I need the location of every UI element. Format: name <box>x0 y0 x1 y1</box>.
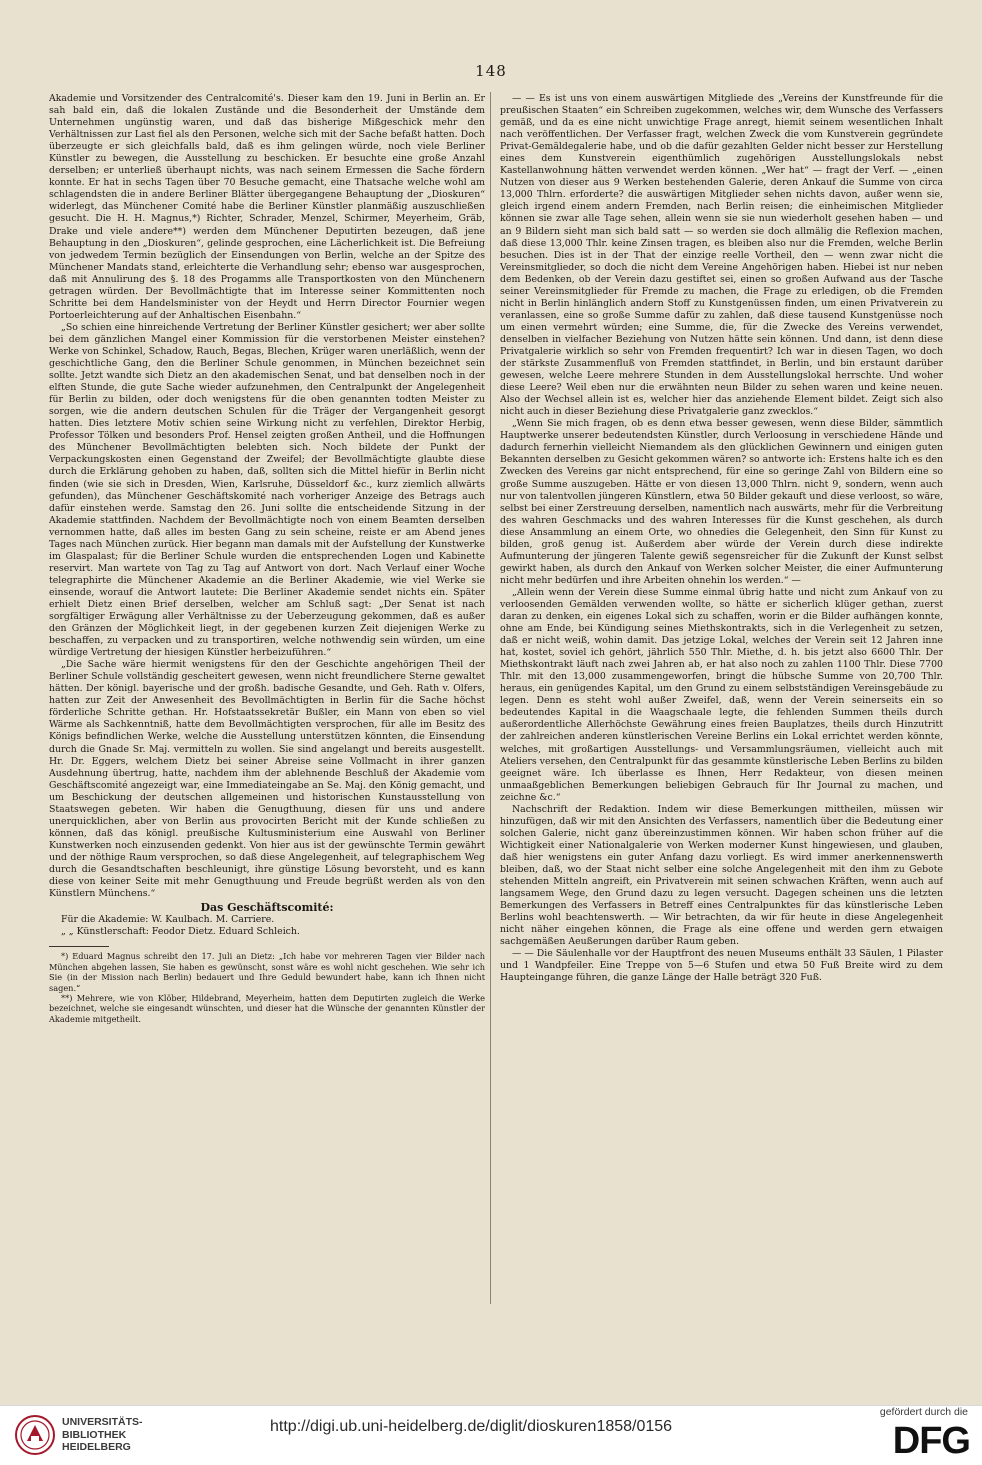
page-number: 148 <box>475 62 507 80</box>
paragraph: „So schien eine hinreichende Vertretung der Berliner Künstler gesichert; wer aber sollte bei dem gänzlichen Mangel einer Kommission für die verstorbenen Meister einstehen? Werke von Schinkel, Schadow, Rauch, Begas, Blechen, Krüger waren unerläßlich, wenn der geschichtliche Gang, den die Berliner Schule genommen, in München bezeichnet sein sollte. Jetzt wandte sich Dietz an den akademischen Senat, und bat denselben noch in der elften Stunde, die gute Sache wieder aufzunehmen, den Centralpunkt der Angelegenheit für Berlin zu bilden, oder doch wenigstens für die oben genannten todten Meister zu sorgen, wie die andern deutschen Schulen für die Träger der Vergangenheit gesorgt hatten. Dies letztere Motiv schien seine Wirkung nicht zu verfehlen, Direktor Herbig, Professor Tölken und besonders Prof. Hensel zeigten großen Antheil, und die Hoffnungen des Münchener Bevollmächtigten belebten sich. Noch bildete der Punkt der Verpackungskosten einen Gegenstand der Zweifel; der Bevollmächtigte glaubte diese durch die Erklärung gehoben zu haben, daß, sollten sich die Mittel hiefür in Berlin nicht finden (wie sie sich in Dresden, Wien, Karlsruhe, Düsseldorf &c., kurz ziemlich allwärts gefunden), das Münchener Geschäftskomité nach vorheriger Anzeige des Betrags auch dafür einstehen werde. Samstag den 26. Juni sollte die entscheidende Sitzung in der Akademie stattfinden. Nachdem der Bevollmächtigte noch von einem Beamten derselben vernommen hatte, daß alles im besten Gang zu sein scheine, reiste er am Abend jenes Tages nach München zurück. Hier begann man damals mit der Aufstellung der Kunstwerke im Glaspalast; für die Berliner Schule wurden die entsprechenden Logen und Kabinette reservirt. Man wartete von Tag zu Tag auf Antwort von dort. Nach Verlauf einer Woche telegraphirte die Münchener Akademie an die Berliner Akademie, wie viel Werke sie einsende, worauf die Antwort lautete: Die Berliner Akademie sendet nichts ein. Später erhielt Dietz einen Brief derselben, welcher am Schluß sagt: „Der Senat ist nach sorgfältiger Erwägung aller Verhältnisse zu der Ueberzeugung gekommen, daß es außer den Gränzen der Möglichkeit liegt, in der gegebenen kurzen Zeit diejenigen Werke zu beschaffen, zu verpacken und zu transportiren, welche nothwendig sein würden, um eine würdige Vertretung der hiesigen Künstler herbeizuführen.“ <box>49 321 485 659</box>
column-divider <box>490 92 491 1304</box>
footnote-rule <box>49 946 109 947</box>
signature-line: Für die Akademie: W. Kaulbach. M. Carriere. <box>61 914 275 926</box>
paragraph: — — Die Säulenhalle vor der Hauptfront des neuen Museums enthält 33 Säulen, 1 Pilaster und 1 Wandpfeiler. Eine Treppe von 5—6 Stufen und etwa 50 Fuß Breite wird zu dem Haupteingange führen, die ganze Länge der Halle beträgt 320 Fuß. <box>500 948 943 984</box>
university-seal-icon <box>14 1414 56 1456</box>
institution-name <box>62 1416 143 1454</box>
permalink-url[interactable]: http://digi.ub.uni-heidelberg.de/diglit/dioskuren1858/0156 <box>270 1418 673 1435</box>
footnote: **) Mehrere, wie von Klöber, Hildebrand, Meyerheim, hatten dem Deputirten zugleich die Werke bezeichnet, welche sie eingesandt wünschten, und dieser hat die Wünsche der genannten Künstler der Akademie mitgetheilt. <box>49 992 485 1024</box>
funded-by-label: gefördert durch die <box>879 1406 968 1418</box>
signature-title: Das Geschäftscomité: <box>200 901 334 915</box>
institution-line: BIBLIOTHEK <box>62 1428 127 1441</box>
paragraph: Akademie und Vorsitzender des Centralcomité's. Dieser kam den 19. Juni in Berlin an. Er sah bald ein, daß die lokalen Zustände und die Besonderheit der Umstände dem Unternehmen ungünstig waren, und daß das bisherige Mißgeschick mehr den Verhältnissen zur Last fiel als den Personen, welche sich mit der Sache befaßt hatten. Doch überzeugte er sich gleichfalls bald, daß es ihm gelingen würde, noch viele Berliner Künstler zu bewegen, die Ausstellung zu beschicken. Er besuchte eine große Anzahl derselben; er unterließ überhaupt nichts, was nach seinem Ermessen die Sache fördern konnte. Er hat in sechs Tagen über 70 Besuche gemacht, eine Thatsache welche wohl am schlagendsten die in andere Berliner Blätter übergegangene Behauptung der „Dioskuren“ widerlegt, das Münchener Comité habe die Berliner Künstler planmäßig auszuschließen gesucht. Die H. H. Magnus,*) Richter, Schrader, Menzel, Schirmer, Meyerheim, Gräb, Drake und viele andere**) werden dem Münchener Deputirten bezeugen, daß jene Behauptung in den „Dioskuren“, gelinde gesprochen, eine Lächerlichkeit ist. Die Befreiung von jedwedem Termin bezüglich der Einsendungen von Berlin, welche an der Spitze des Münchener Mandats stand, erleichterte die Verhandlung sehr; ebenso war ausgesprochen, daß mit Annulirung des §. 18 des Progamms alle Transportkosten von den Münchenern getragen würden. Der Bevollmächtigte that im Interesse seiner Kommittenten noch Schritte bei dem Handelsminister von der Heydt und Herrn Director Fournier wegen Portoerleichterung auf der Anhaltischen Eisenbahn.“ <box>49 93 485 321</box>
footer-bar <box>0 1405 982 1465</box>
paragraph: Nachschrift der Redaktion. Indem wir diese Bemerkungen mittheilen, müssen wir hinzufügen, daß wir mit den Ansichten des Verfassers, namentlich über die Bedeutung einer solchen Galerie, nicht ganz übereinzustimmen können. Wir haben schon früher auf die Wichtigkeit einer Nationalgalerie von Werken moderner Kunst hingewiesen, und glauben, daß hier wenigstens ein guter Anfang dazu vorliegt. Es wird immer anerkennenswerth bleiben, daß, wo der Staat nicht selber eine solche Angelegenheit mit den ihm zu Gebote stehenden Mitteln angreift, ein Privatverein mit seinen schwachen Kräften, wenn auch auf langsamem Wege, den Grund dazu zu legen versucht. Dagegen scheinen uns die letzten Bemerkungen des Verfassers in Betreff eines Centralpunktes für das künstlerische Leben Berlins wohl beachtenswerth. — Wir betrachten, da wir für heute in diese Angelegenheit nicht näher eingehen können, die Frage als eine offene und werden gern etwaigen sachgemäßen Aeußerungen darüber Raum geben. <box>500 803 943 948</box>
institution-line: HEIDELBERG <box>62 1441 131 1453</box>
paragraph: — — Es ist uns von einem auswärtigen Mitgliede des „Vereins der Kunstfreunde für die preußischen Staaten“ ein Schreiben zugekommen, welches wir, dem Wunsche des Verfassers gemäß, und da es eine nicht unwichtige Frage anregt, hiemit seinem wesentlichen Inhalt nach veröffentlichen. Der Verfasser fragt, welchen Zweck die vom Kunstverein gegründete Privat-Gemäldegalerie habe, und ob die dafür gezahlten Gelder nicht besser zur Herstellung eines dem Kunstverein eigenthümlich zugehörigen Ausstellungslokals nebst Kastellanwohnung hätten verwendet werden können. „Wer hat“ — fragt der Verf. — „einen Nutzen von dieser aus 9 Werken bestehenden Galerie, deren Ankauf die Summe von circa 13,000 Thlrn. erforderte? die auswärtigen Mitglieder sehen nichts davon, außer wenn sie, gleich irgend einem andern Fremden, nach Berlin reisen; die einheimischen Mitglieder können sie zwar alle Tage sehen, allein wenn sie sie nun wiederholt gesehen haben — und an 9 Bildern sieht man sich bald satt — so werden sie doch allmälig die Reflexion machen, daß diese 13,000 Thlr. keine Zinsen tragen, es bleiben also nur die Fremden, welche Berlin besuchen. Dies ist in der That der einzige reelle Vortheil, den — wenn zwar nicht die Vereinsmitglieder, so doch die nicht dem Vereine Angehörigen haben. Hiebei ist nur neben dem Bedenken, ob der Verein dazu gestiftet sei, einen so großen Aufwand aus der Tasche seiner Vereinsmitglieder für Fremde zu machen, die Frage zu erledigen, ob die Fremden nicht in Berlin hinlänglich andern Stoff zu Kunstgenüssen finden, um einen Privatverein zu veranlassen, eine so große Summe dafür zu zahlen, daß diese tausend Kunstgenüsse noch um einen vermehrt würden; eine Summe, die, für die Zwecke des Vereins verwendet, denselben in vielfacher Beziehung von Nutzen hätte sein können. Und dann, ist denn diese Privatgalerie wirklich so sehr von Fremden frequentirt? Ich war in diesen Tagen, wo doch der stärkste Zusammenfluß von Fremden stattfindet, in Berlin, und bin erstaunt darüber gewesen, welche Leere mehrere Stunden in dem Ausstellungslokal herrschte. Und woher diese Leere? Weil eben nur die erwähnten neun Bilder zu sehen waren und keine neuen. Also der Wechsel allein ist es, welcher hier das anziehende Element bildet. Zeigt sich also nicht auch in dieser Beziehung diese Privatgalerie ganz zwecklos.“ <box>500 93 943 418</box>
left-column <box>49 93 485 1373</box>
institution-line: UNIVERSITÄTS- <box>62 1416 143 1428</box>
paragraph: „Die Sache wäre hiermit wenigstens für den der Geschichte angehörigen Theil der Berliner Schule vollständig gescheitert gewesen, wenn nicht freundlichere Sterne gewaltet hätten. Der königl. bayerische und der großh. badische Gesandte, und Geh. Rath v. Olfers, hatten zur Zeit der Anwesenheit des Bevollmächtigten in Berlin für die Sache höchst förderliche Schritte gethan. Hr. Hofstaatssekretär Bußler, ein Mann von eben so viel Wärme als Sachkenntniß, hatte dem Bevollmächtigten versprochen, für alle im Besitz des Königs befindlichen Werke, welche die Ausstellung unterstützen könnten, die Einsendung durch die Gnade Sr. Maj. vermitteln zu wollen. Sie sind angelangt und bereits ausgestellt. Hr. Dr. Eggers, welchem Dietz bei seiner Abreise seine Vollmacht in ihrer ganzen Ausdehnung übertrug, hatte, nachdem ihm der ablehnende Beschluß der Akademie vom Geschäftscomité angezeigt war, eine Immediateingabe an Se. Maj. den König gemacht, und um Beschickung der deutschen allgemeinen und historischen Kunstausstellung von Staatswegen gebeten. Wir haben die Genugthuung, diesen für uns und andere unerquicklichen, aber von Berlin aus provocirten Bericht mit der Kunde schließen zu können, daß das königl. preußische Kultusministerium eine Auswahl von Berliner Kunstwerken noch einzusenden gedenkt. Von hier aus ist der gewünschte Termin gewährt und der nöthige Raum versprochen, so daß diese Angelegenheit, auf telegraphischem Weg durch die Gesandtschaften beschleunigt, ihre günstige Lösung bevorsteht, und es kann diese von keiner Seite mit mehr Genugthuung und Freude begrüßt werden als von den Künstlern Münchens.“ <box>49 659 485 900</box>
paragraph: „Allein wenn der Verein diese Summe einmal übrig hatte und nicht zum Ankauf von zu verloosenden Gemälden verwenden wollte, so hätte er sicherlich klüger gethan, zuerst daran zu denken, ein eigenes Lokal sich zu schaffen, worin er die Bilder aufhängen konnte, ohne am Ende, bei Kündigung seines Miethskontrakts, sich in die Verlegenheit zu setzen, daß er nicht weiß, wohin damit. Das jetzige Lokal, welches der Verein seit 12 Jahren inne hat, kostet, soviel ich gehört, jährlich 550 Thlr. Miethe, d. h. bis jetzt also 6600 Thlr. Der Miethskontrakt läuft nach zwei Jahren ab, er hat also noch zu zahlen 1100 Thlr. Diese 7700 Thlr. mit den 13,000 zusammengeworfen, bringt die hübsche Summe von 20,700 Thlr. heraus, ein genügendes Kapital, um den Grund zu einem selbstständigen Vereinsgebäude zu legen. Denn es steht wohl außer Zweifel, daß, wenn der Verein seinerseits ein so bedeutendes Kapital in die Waagschaale legte, die fehlenden Summen theils durch außerordentliche Allerhöchste Gewährung eines freien Bauplatzes, theils durch Hinzutritt der zahlreichen anderen künstlerischen Vereine Berlins ein Lokal errichtet werden könnte, welches, mit großartigen Ausstellungs- und Versammlungsräumen, vielleicht auch mit Ateliers versehen, den Centralpunkt für das gesammte künstlerische Leben Berlins zu bilden geeignet wäre. Ich überlasse es Ihnen, Herr Redakteur, von diesen meinen unmaaßgeblichen Bemerkungen beliebigen Gebrauch für Ihr Journal zu machen, und zeichne &c.“ <box>500 586 943 803</box>
signature-line: „ „ Künstlerschaft: Feodor Dietz. Eduard Schleich. <box>61 926 300 938</box>
paragraph: „Wenn Sie mich fragen, ob es denn etwa besser gewesen, wenn diese Bilder, sämmtlich Hauptwerke unserer bedeutendsten Künstler, durch Verloosung in verschiedene Hände und dadurch fernerhin vielleicht Niemandem als den glücklichen Gewinnern und einigen guten Bekannten derselben zu Gesicht gekommen wären? so antworte ich: Erstens halte ich es den Zwecken des Vereins gar nicht entsprechend, für eine so geringe Zahl von Bildern eine so große Summe auszugeben. Hätte er von diesen 13,000 Thlrn. nicht 9, sondern, wenn auch nur von talentvollen jüngeren Künstlern, etwa 50 Bilder gekauft und diese verloost, so wäre, selbst bei einer Zerstreuung derselben, namentlich nach auswärts, mehr für die Verbreitung des wahren Geschmacks und des wahren Interesses für die Kunst geschehen, als durch diese Ansammlung an einem Orte, wo ohnedies die Gelegenheit, den Sinn für Kunst zu bilden, groß genug ist. Außerdem aber würde der Verein durch diese indirekte Aufmunterung der jüngeren Talente gewiß segensreicher für die Zukunft der Kunst selbst gewirkt haben, als durch den Ankauf von Werken solcher Meister, die einer Aufmunterung nicht mehr bedürfen und ihre Arbeiten ohnehin los werden.“ — <box>500 418 943 586</box>
right-column <box>500 93 943 1303</box>
footnote: *) Eduard Magnus schreibt den 17. Juli an Dietz: „Ich habe vor mehreren Tagen vier Bilder nach München abgehen lassen, Sie haben es gewünscht, sonst wäre es wohl nicht geschehen. Wie sehr ich Sie (in der Mission nach Berlin) bedauert und Ihre Geduld bewundert habe, kann ich Ihnen nicht sagen.“ <box>49 951 485 993</box>
dfg-logo: DFG <box>892 1420 970 1462</box>
